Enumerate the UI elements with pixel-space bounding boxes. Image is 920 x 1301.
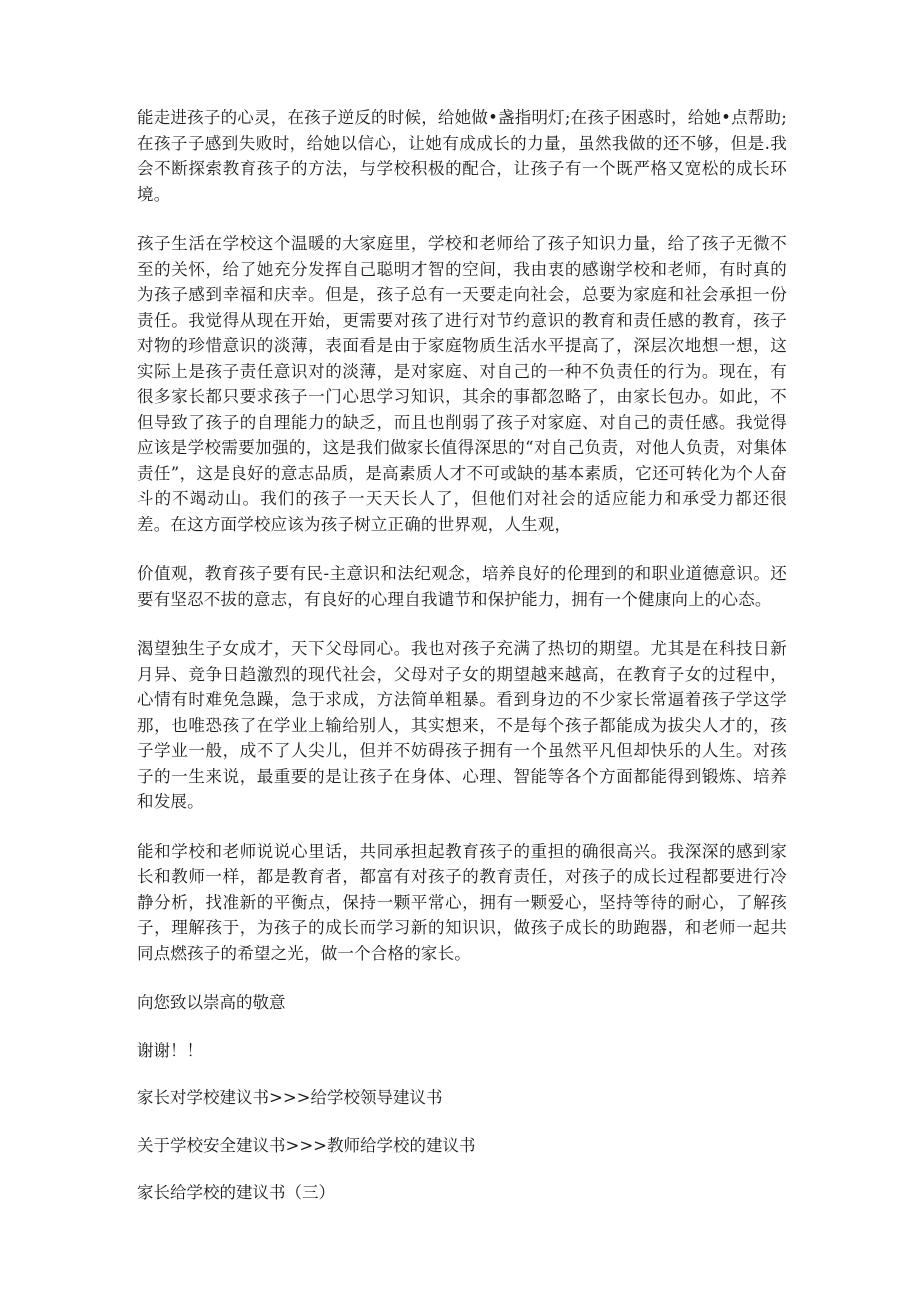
paragraph-4: 渴望独生子女成才，天下父母同心。我也对孩子充满了热切的期望。尤其是在科技日新月异、竞争日趋激烈的现代社会，父母对子女的期望越来越高，在教育子女的过程中，心情有时难免急躁，急于求成，方法简单粗暴。看到身边的不少家长常逼着孩子学这学那，也唯恐孩了在学业上输给别人，其实想来，不是每个孩子都能成为拔尖人才的，孩子学业一般，成不了人尖儿，但并不妨碍孩子拥有一个虽然平凡但却快乐的人生。对孩子的一生来说，最重要的是让孩子在身体、心理、智能等各个方面都能得到锻炼、培养和发展。 [137,639,787,811]
related-link-1: 家长对学校建议书>>>给学校领导建议书 [137,1088,443,1107]
paragraph-1: 能走进孩子的心灵，在孩子逆反的时候，给她做•盏指明灯;在孩子困惑时，给她•点帮助;在孩子子感到失败时，给她以信心，让她有成成长的力量，虽然我做的还不够，但是.我会不断探索教育孩子的方法，与学校积极的配合，让孩子有一个既严格又宽松的成长环境。 [137,108,787,204]
paragraph-3: 价值观，教育孩子要有民-主意识和法纪观念，培养良好的伦理到的和职业道德意识。还要有坚忍不拔的意志，有良好的心理自我谴节和保护能力，拥有一个健康向上的心态。 [137,564,787,609]
related-link-3: 家长给学校的建议书（三） [137,1183,335,1202]
related-link-2: 关于学校安全建议书>>>教师给学校的建议书 [137,1135,476,1155]
thanks-line: 谢谢！！ [137,1040,203,1060]
closing-line: 向您致以崇高的敬意 [137,993,286,1012]
paragraph-2: 孩子生活在学校这个温暖的大家庭里，学校和老师给了孩子知识力量，给了孩子无微不至的关怀，给了她充分发挥自己聪明才智的空间，我由衷的感谢学校和老师，有时真的为孩子感到幸福和庆幸。但是，孩子总有一天要走向社会，总要为家庭和社会承担一份责任。我觉得从现在开始，更需要对孩了进行对节约意识的教育和责任感的教育，孩子对物的珍惜意识的淡薄，表面看是由于家庭物质生活水平提高了，深层次地想一想，这实际上是孩子责任意识对的淡薄，是对家庭、对自己的一种不负责任的行为。现在，有很多家长都只要求孩子一门心思学习知识，其余的事都忽略了，由家长包办。如此，不但导致了孩子的自理能力的缺乏，而且也削弱了孩子对家庭、对自己的责任感。我觉得应该是学校需要加强的，这是我们做家长值得深思的“对自己负责，对他人负责，对集体责任”，这是良好的意志品质，是高素质人才不可或缺的基本素质，它还可转化为个人奋斗的不竭动山。我们的孩子一天天长人了，但他们对社会的适应能力和承受力都还很差。在这方面学校应该为孩子树立正确的世界观，人生观， [137,234,787,534]
document-body [137,105,787,1228]
paragraph-5: 能和学校和老师说说心里话，共同承担起教育孩子的重担的确很高兴。我深深的感到家长和教师一样，都是教育者，都富有对孩子的教育责任，对孩子的成长过程都要进行冷静分析，找准新的平衡点，保持一颗平常心，拥有一颗爱心，坚持等待的耐心，了解孩子，理解孩于，为孩子的成长而学习新的知识识，做孩子成长的助跑器，和老师一起共同点燃孩子的希望之光，做一个合格的家长。 [137,841,787,963]
